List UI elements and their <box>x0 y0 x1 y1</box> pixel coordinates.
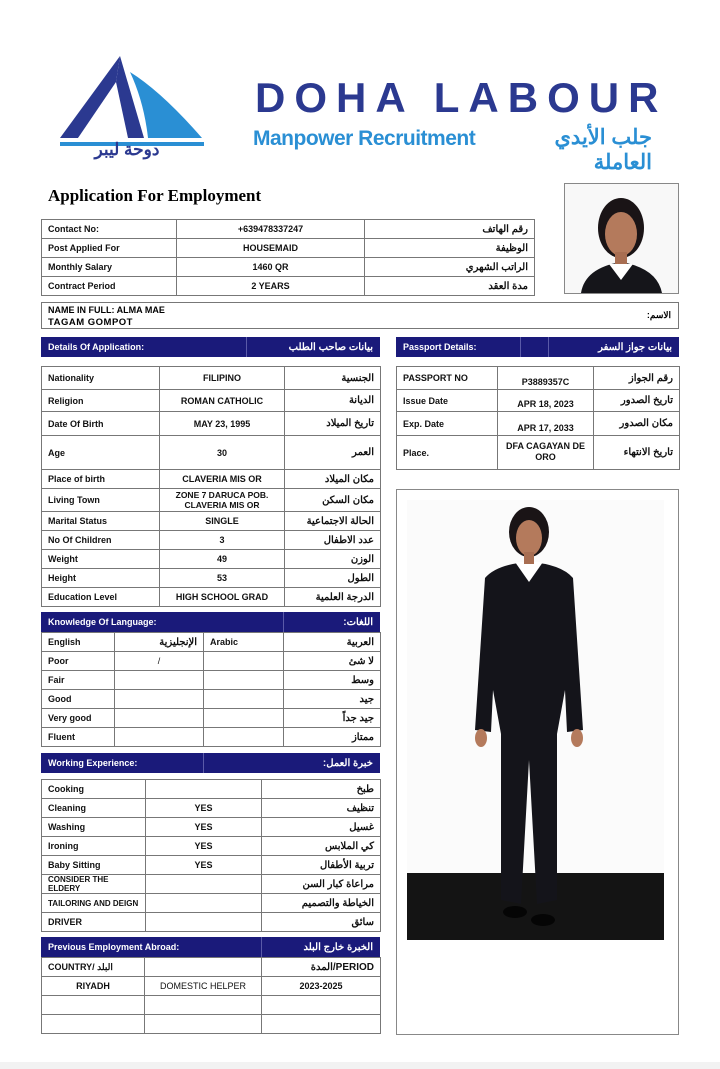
passport-row <box>397 390 680 412</box>
person-portrait-icon <box>565 184 678 293</box>
contact-label: Post Applied For <box>42 239 177 258</box>
contact-row <box>42 220 535 239</box>
language-row <box>42 671 381 690</box>
passport-label: Issue Date <box>397 390 498 412</box>
passport-label-ar: تاريخ الصدور <box>594 390 680 412</box>
name-label: NAME IN FULL: ALMA MAE <box>48 305 165 315</box>
details-value: MAY 23, 1995 <box>160 412 285 436</box>
experience-label-ar: طبخ <box>262 780 381 799</box>
experience-value: YES <box>146 799 262 818</box>
applicant-headshot <box>564 183 679 294</box>
details-value: ROMAN CATHOLIC <box>160 390 285 412</box>
arabic-level-mark <box>204 728 284 747</box>
language-level-ar: جيد <box>284 690 381 709</box>
country-header: COUNTRY/ البلد <box>42 958 145 977</box>
contact-value: HOUSEMAID <box>177 239 365 258</box>
contact-table <box>41 219 535 296</box>
details-row <box>42 436 381 470</box>
contact-value: 2 YEARS <box>177 277 365 296</box>
experience-label-ar: سائق <box>262 913 381 932</box>
arabic-header-ar: العربية <box>284 633 381 652</box>
language-level: Very good <box>42 709 115 728</box>
arabic-level-mark <box>204 652 284 671</box>
details-label: Height <box>42 569 160 588</box>
previous-position: DOMESTIC HELPER <box>145 977 262 996</box>
details-row <box>42 531 381 550</box>
previous-header-row <box>42 958 381 977</box>
details-label-ar: العمر <box>285 436 381 470</box>
details-value: CLAVERIA MIS OR <box>160 470 285 489</box>
details-row <box>42 489 381 512</box>
experience-row <box>42 818 381 837</box>
passport-label-ar: تاريخ الانتهاء <box>594 436 680 470</box>
details-label-ar: الدرجة العلمية <box>285 588 381 607</box>
details-row <box>42 390 381 412</box>
experience-label-ar: الخياطة والتصميم <box>262 894 381 913</box>
experience-table <box>41 779 381 932</box>
details-label-ar: الجنسية <box>285 367 381 390</box>
passport-table <box>396 366 680 470</box>
brand-name: DOHA LABOUR <box>255 74 668 121</box>
passport-label: Place. <box>397 436 498 470</box>
passport-label-ar: رقم الجواز <box>594 367 680 390</box>
previous-country <box>42 1015 145 1034</box>
experience-label: TAILORING AND DEIGN <box>42 894 146 913</box>
language-level-ar: لا شئ <box>284 652 381 671</box>
experience-label: Washing <box>42 818 146 837</box>
applicant-full-photo <box>396 489 679 1035</box>
language-level: Good <box>42 690 115 709</box>
name-block <box>41 302 679 329</box>
contact-label-ar: رقم الهاتف <box>365 220 535 239</box>
details-label-ar: الطول <box>285 569 381 588</box>
details-label-ar: تاريخ الميلاد <box>285 412 381 436</box>
details-label-ar: عدد الاطفال <box>285 531 381 550</box>
language-level-ar: وسط <box>284 671 381 690</box>
details-label: Living Town <box>42 489 160 512</box>
details-label: No Of Children <box>42 531 160 550</box>
details-value: SINGLE <box>160 512 285 531</box>
details-label: Place of birth <box>42 470 160 489</box>
previous-row <box>42 996 381 1015</box>
contact-row <box>42 277 535 296</box>
details-band: Details Of Application: بيانات صاحب الطلب <box>41 337 380 357</box>
previous-employment-band: Previous Employment Abroad: الخبرة خارج البلد <box>41 937 380 957</box>
language-row <box>42 709 381 728</box>
passport-label: Exp. Date <box>397 412 498 436</box>
english-level-mark <box>115 728 204 747</box>
contact-value: 1460 QR <box>177 258 365 277</box>
experience-label: Cleaning <box>42 799 146 818</box>
period-header: PERIOD/المدة <box>262 958 381 977</box>
experience-label: CONSIDER THE ELDERY <box>42 875 146 894</box>
contact-label: Contract Period <box>42 277 177 296</box>
contact-label-ar: الراتب الشهري <box>365 258 535 277</box>
previous-position <box>145 1015 262 1034</box>
page-title: Application For Employment <box>48 186 262 205</box>
previous-period <box>262 1015 381 1034</box>
language-level: Fair <box>42 671 115 690</box>
details-label: Weight <box>42 550 160 569</box>
details-row <box>42 550 381 569</box>
language-row <box>42 652 381 671</box>
experience-label: Baby Sitting <box>42 856 146 875</box>
details-value: 49 <box>160 550 285 569</box>
experience-band: Working Experience: خبرة العمل: <box>41 753 380 773</box>
details-value: ZONE 7 DARUCA POB. CLAVERIA MIS OR <box>160 489 285 512</box>
details-label-ar: الديانة <box>285 390 381 412</box>
passport-row <box>397 367 680 390</box>
contact-value: +639478337247 <box>177 220 365 239</box>
previous-period <box>262 996 381 1015</box>
details-value: 30 <box>160 436 285 470</box>
details-label: Education Level <box>42 588 160 607</box>
details-row <box>42 470 381 489</box>
details-label-ar: مكان السكن <box>285 489 381 512</box>
english-level-mark <box>115 709 204 728</box>
previous-employment-table <box>41 957 381 1034</box>
passport-value: APR 17, 2033 <box>498 412 594 436</box>
details-label: Marital Status <box>42 512 160 531</box>
language-row <box>42 690 381 709</box>
english-level-mark <box>115 671 204 690</box>
details-label: Nationality <box>42 367 160 390</box>
english-level-mark <box>115 690 204 709</box>
experience-label-ar: مراعاة كبار السن <box>262 875 381 894</box>
passport-label-ar: مكان الصدور <box>594 412 680 436</box>
passport-band: Passport Details: بيانات جواز السفر <box>396 337 679 357</box>
details-label: Age <box>42 436 160 470</box>
experience-row <box>42 837 381 856</box>
details-row <box>42 512 381 531</box>
contact-label-ar: الوظيفة <box>365 239 535 258</box>
experience-row <box>42 799 381 818</box>
name-last: TAGAM GOMPOT <box>48 317 133 328</box>
details-row <box>42 412 381 436</box>
experience-value <box>146 894 262 913</box>
contact-label: Monthly Salary <box>42 258 177 277</box>
experience-label: Cooking <box>42 780 146 799</box>
previous-row <box>42 1015 381 1034</box>
arabic-level-mark <box>204 671 284 690</box>
experience-value: YES <box>146 837 262 856</box>
experience-value <box>146 913 262 932</box>
experience-row <box>42 856 381 875</box>
name-label-ar: الاسم: <box>646 310 671 320</box>
language-table <box>41 632 381 747</box>
details-label: Religion <box>42 390 160 412</box>
brand-subtitle-ar: جلب الأيدي العاملة <box>554 126 652 174</box>
language-level-ar: ممتاز <box>284 728 381 747</box>
english-header-ar: الإنجليزية <box>115 633 204 652</box>
passport-value: APR 18, 2023 <box>498 390 594 412</box>
experience-label: Ironing <box>42 837 146 856</box>
contact-label-ar: مدة العقد <box>365 277 535 296</box>
experience-row <box>42 894 381 913</box>
experience-value: YES <box>146 856 262 875</box>
contact-row <box>42 258 535 277</box>
language-header-row <box>42 633 381 652</box>
previous-position <box>145 996 262 1015</box>
experience-value: YES <box>146 818 262 837</box>
experience-label-ar: تربية الأطفال <box>262 856 381 875</box>
contact-row <box>42 239 535 258</box>
brand-subtitle-en: Manpower Recruitment <box>253 127 476 150</box>
previous-country: RIYADH <box>42 977 145 996</box>
passport-label: PASSPORT NO <box>397 367 498 390</box>
passport-row <box>397 412 680 436</box>
language-level-ar: جيد جداً <box>284 709 381 728</box>
details-row <box>42 367 381 390</box>
details-value: FILIPINO <box>160 367 285 390</box>
contact-label: Contact No: <box>42 220 177 239</box>
details-label-ar: مكان الميلاد <box>285 470 381 489</box>
details-label-ar: الحالة الاجتماعية <box>285 512 381 531</box>
previous-period: 2023-2025 <box>262 977 381 996</box>
language-level: Fluent <box>42 728 115 747</box>
passport-value: DFA CAGAYAN DE ORO <box>498 436 594 470</box>
english-level-mark: / <box>115 652 204 671</box>
logo-arabic-text: دوحة ليبر <box>94 140 160 159</box>
experience-row <box>42 780 381 799</box>
experience-label-ar: غسيل <box>262 818 381 837</box>
passport-value: P3889357C <box>498 367 594 390</box>
details-value: HIGH SCHOOL GRAD <box>160 588 285 607</box>
experience-label-ar: تنظيف <box>262 799 381 818</box>
details-row <box>42 588 381 607</box>
passport-row <box>397 436 680 470</box>
arabic-header: Arabic <box>204 633 284 652</box>
english-header: English <box>42 633 115 652</box>
language-row <box>42 728 381 747</box>
experience-label: DRIVER <box>42 913 146 932</box>
details-label: Date Of Birth <box>42 412 160 436</box>
details-value: 3 <box>160 531 285 550</box>
previous-country <box>42 996 145 1015</box>
arabic-level-mark <box>204 709 284 728</box>
details-table <box>41 366 381 607</box>
details-row <box>42 569 381 588</box>
language-level: Poor <box>42 652 115 671</box>
person-full-body-icon <box>407 500 664 940</box>
experience-label-ar: كي الملابس <box>262 837 381 856</box>
experience-value <box>146 875 262 894</box>
experience-row <box>42 913 381 932</box>
previous-row <box>42 977 381 996</box>
experience-row <box>42 875 381 894</box>
arabic-level-mark <box>204 690 284 709</box>
experience-value <box>146 780 262 799</box>
details-label-ar: الوزن <box>285 550 381 569</box>
language-band: Knowledge Of Language: اللغات: <box>41 612 380 632</box>
details-value: 53 <box>160 569 285 588</box>
